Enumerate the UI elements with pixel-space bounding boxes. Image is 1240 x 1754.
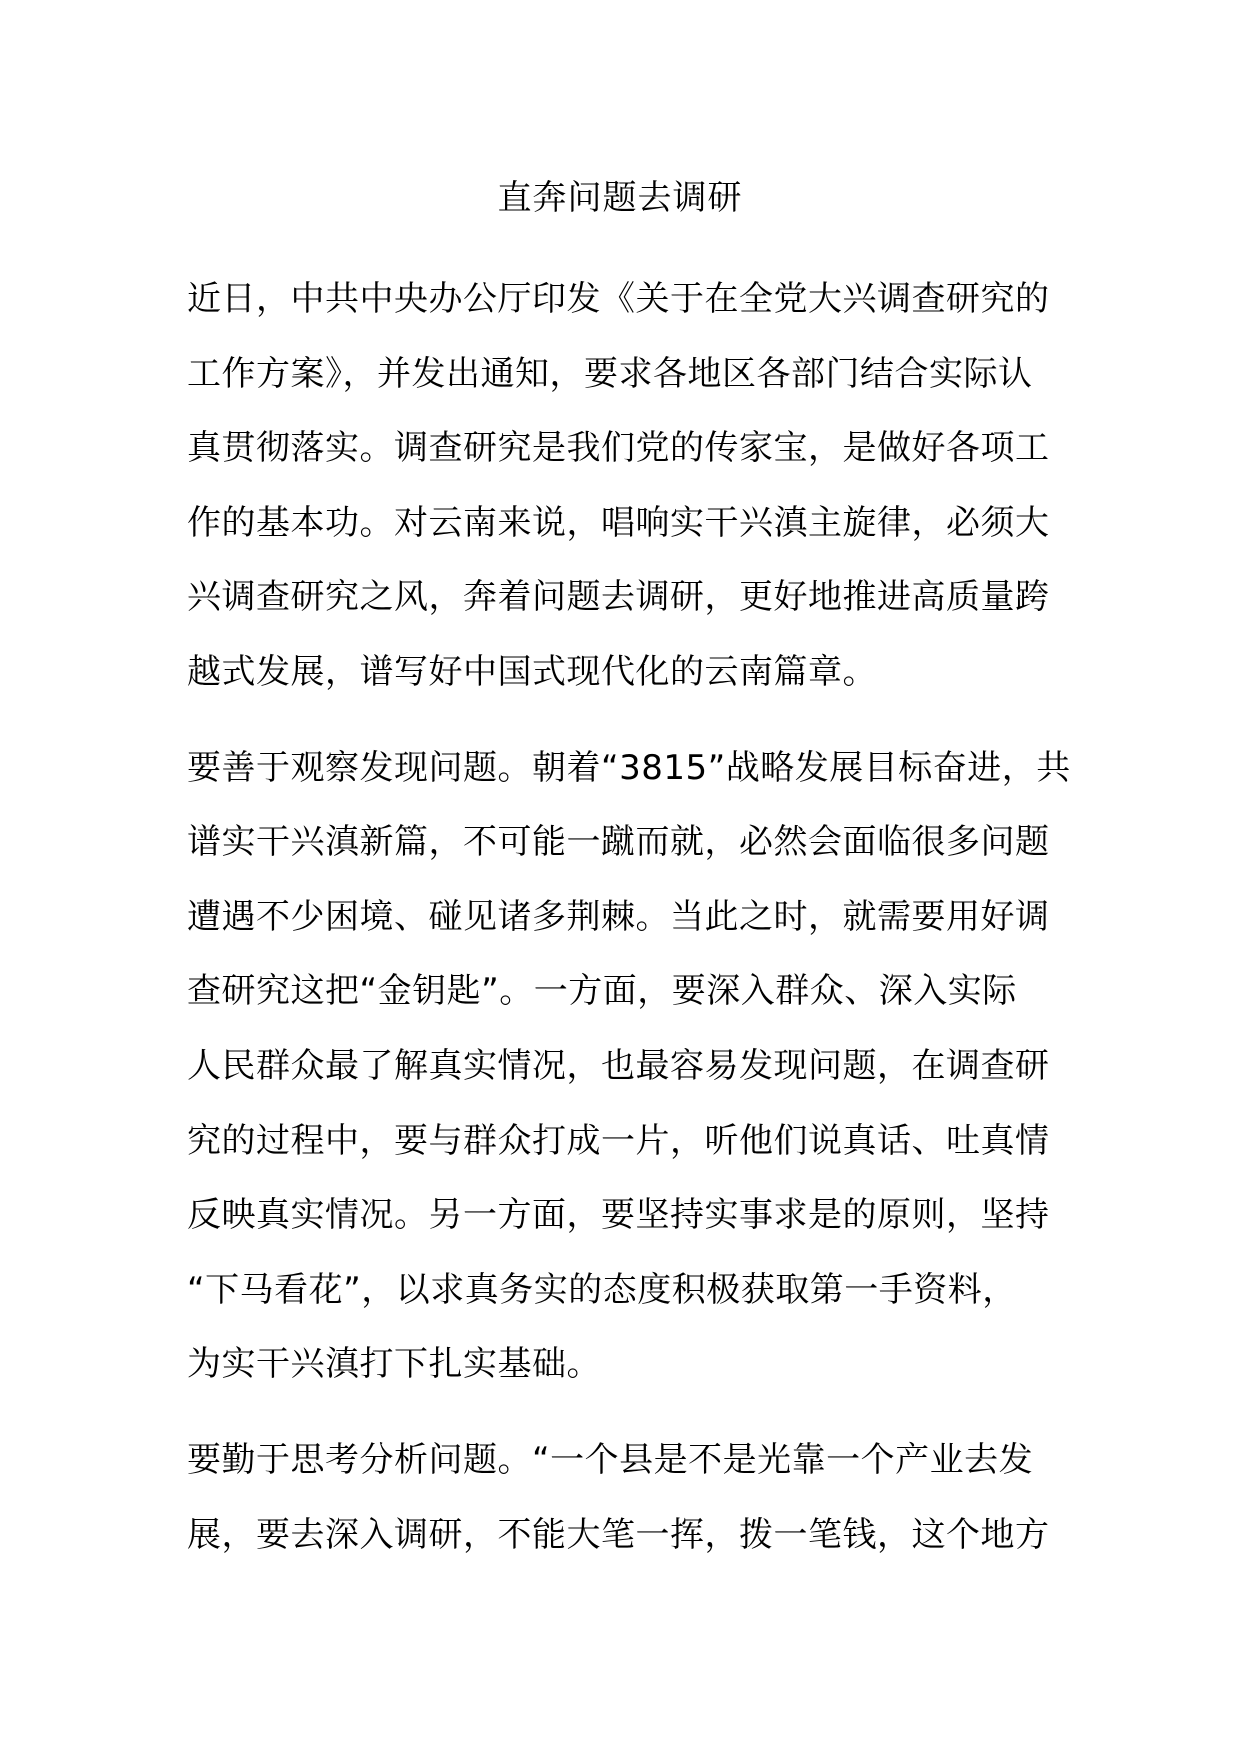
text-line: 真贯彻落实。调查研究是我们党的传家宝，是做好各项工 xyxy=(187,428,1050,469)
text-line: 工作方案》，并发出通知，要求各地区各部门结合实际认 xyxy=(187,353,1033,394)
paragraph-2 xyxy=(187,731,1071,1402)
text-line: 遭遇不少困境、碰见诸多荆棘。当此之时，就需要用好调 xyxy=(187,896,1050,937)
text-line: 作的基本功。对云南来说，唱响实干兴滇主旋律，必须大 xyxy=(187,502,1050,543)
text-line: 兴调查研究之风，奔着问题去调研，更好地推进高质量跨 xyxy=(187,577,1050,618)
text-line: 为实干兴滇打下扎实基础。 xyxy=(187,1344,601,1385)
text-line: 要善于观察发现问题。朝着“3815”战略发展目标奋进，共 xyxy=(187,747,1071,788)
document-body xyxy=(187,262,1071,1593)
text-line: 谱实干兴滇新篇，不可能一蹴而就，必然会面临很多问题 xyxy=(187,822,1050,863)
text-line: 展，要去深入调研，不能大笔一挥，拨一笔钱，这个地方 xyxy=(187,1514,1050,1555)
text-line: 究的过程中，要与群众打成一片，听他们说真话、吐真情 xyxy=(187,1120,1050,1161)
text-line: 反映真实情况。另一方面，要坚持实事求是的原则，坚持 xyxy=(187,1195,1050,1236)
text-line: 要勤于思考分析问题。“一个县是不是光靠一个产业去发 xyxy=(187,1439,1034,1480)
text-line: 越式发展，谱写好中国式现代化的云南篇章。 xyxy=(187,651,877,692)
text-line: 近日，中共中央办公厅印发《关于在全党大兴调查研究的 xyxy=(187,279,1050,319)
paragraph-1 xyxy=(187,262,1053,710)
text-line: “下马看花”，以求真务实的态度积极获取第一手资料， xyxy=(187,1269,1017,1310)
document-title: 直奔问题去调研 xyxy=(497,178,743,218)
text-line: 人民群众最了解真实情况，也最容易发现问题，在调查研 xyxy=(187,1045,1050,1086)
paragraph-3 xyxy=(187,1423,1053,1572)
text-line: 查研究这把“金钥匙”。一方面，要深入群众、深入实际 xyxy=(187,971,1017,1012)
